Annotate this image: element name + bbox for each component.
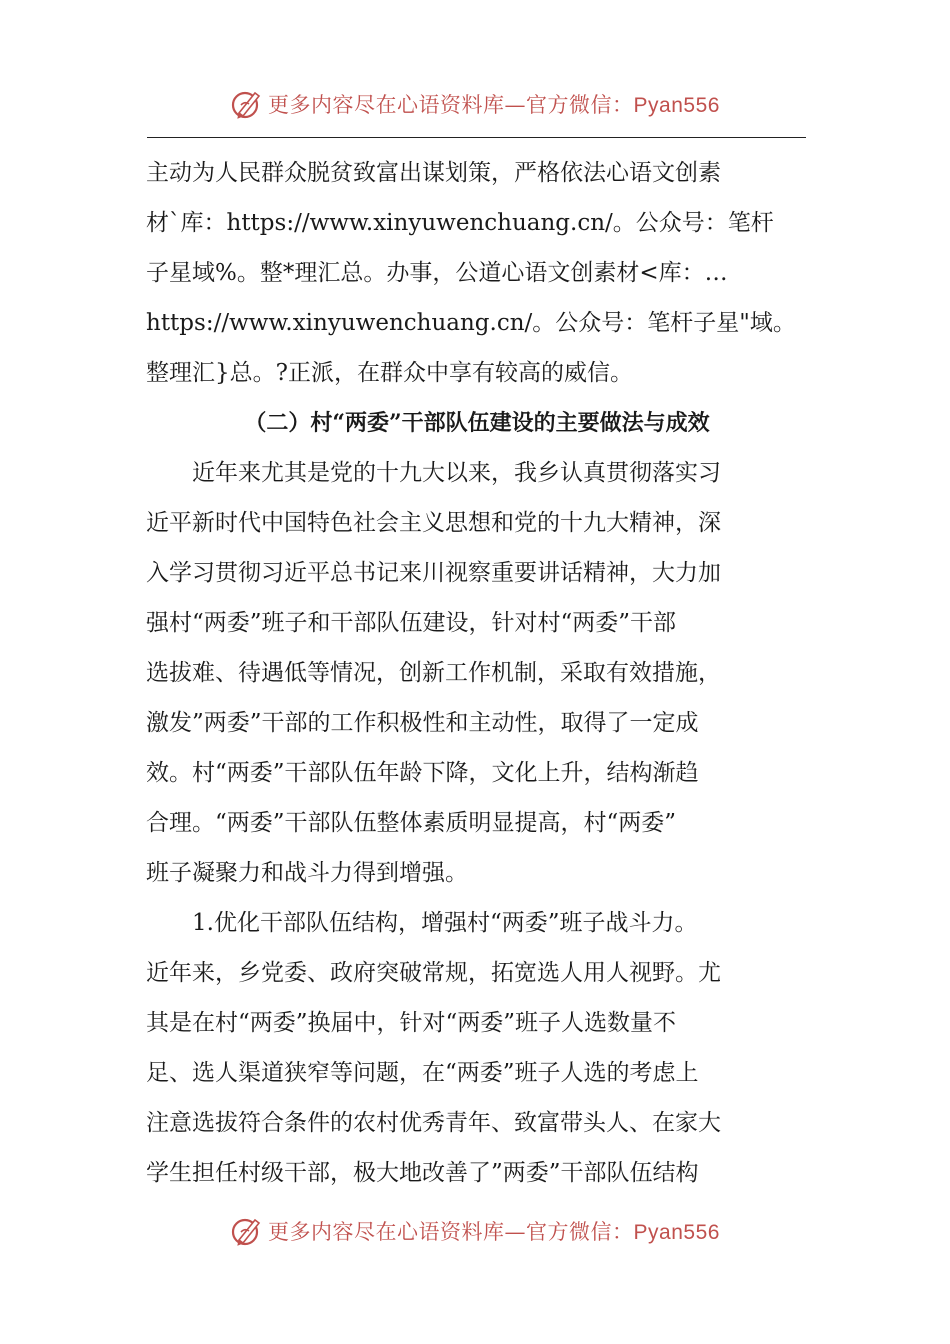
text-line: 班子凝聚力和战斗力得到增强。 — [146, 860, 468, 886]
wechat-handle: Pyan556 — [633, 94, 720, 117]
pen-logo-icon — [230, 1214, 264, 1248]
text-line: 1.优化干部队伍结构，增强村“两委”班子战斗力。 — [192, 910, 698, 936]
text-line: 入学习贯彻习近平总书记来川视察重要讲话精神，大力加 — [146, 560, 721, 586]
text-line: 近年来尤其是党的十九大以来，我乡认真贯彻落实习 — [192, 460, 721, 486]
text-line: 合理。“两委”干部队伍整体素质明显提高，村“两委” — [146, 810, 677, 836]
text-line: 子星域%。整*理汇总。办事，公道心语文创素材<库：… — [146, 260, 728, 286]
text-line: 激发”两委”干部的工作积极性和主动性，取得了一定成 — [146, 710, 699, 736]
text-line: 效。村“两委”干部队伍年龄下降，文化上升，结构渐趋 — [146, 760, 699, 786]
header-divider — [147, 137, 806, 138]
text-line: 学生担任村级干部，极大地改善了”两委”干部队伍结构 — [146, 1160, 699, 1186]
text-line: 选拔难、待遇低等情况，创新工作机制，采取有效措施， — [146, 660, 721, 686]
wechat-handle: Pyan556 — [633, 1221, 720, 1244]
footer-banner — [0, 1211, 950, 1251]
text-line: 主动为人民群众脱贫致富出谋划策，严格依法心语文创素 — [146, 160, 721, 186]
text-line: 近年来，乡党委、政府突破常规，拓宽选人用人视野。尤 — [146, 960, 721, 986]
banner-text: 更多内容尽在心语资料库—官方微信：Pyan556 — [268, 1220, 720, 1244]
text-line: 材`库：https://www.xinyuwenchuang.cn/。公众号：笔杆 — [146, 210, 774, 236]
text-line: 注意选拔符合条件的农村优秀青年、致富带头人、在家大 — [146, 1110, 721, 1136]
document-body — [146, 148, 808, 1198]
text-line: 足、选人渠道狭窄等问题，在“两委”班子人选的考虑上 — [146, 1060, 699, 1086]
pen-logo-icon — [230, 87, 264, 121]
text-line: 整理汇}总。?正派，在群众中享有较高的威信。 — [146, 360, 633, 386]
text-line: 强村“两委”班子和干部队伍建设，针对村“两委”干部 — [146, 610, 677, 636]
text-line: 其是在村“两委”换届中，针对“两委”班子人选数量不 — [146, 1010, 677, 1036]
banner-text: 更多内容尽在心语资料库—官方微信：Pyan556 — [268, 93, 720, 117]
section-heading: （二）村“两委”干部队伍建设的主要做法与成效 — [244, 410, 710, 436]
header-banner — [0, 84, 950, 124]
text-line: https://www.xinyuwenchuang.cn/。公众号：笔杆子星"域。 — [146, 310, 796, 336]
text-line: 近平新时代中国特色社会主义思想和党的十九大精神，深 — [146, 510, 721, 536]
